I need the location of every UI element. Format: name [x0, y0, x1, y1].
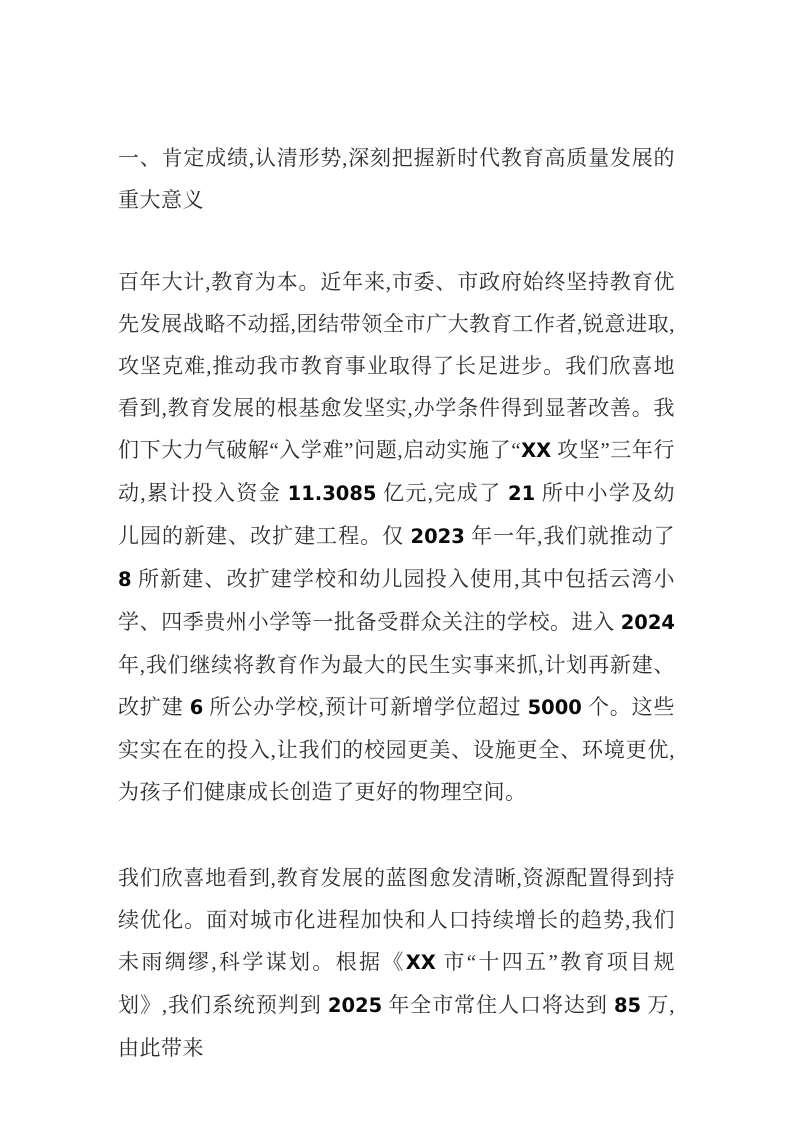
paragraph [118, 857, 675, 1069]
numeric-text-run: 6 [189, 696, 204, 719]
numeric-text-run: 11.3085 [287, 482, 377, 505]
cjk-text-run: 个。这些实实在在的投入,让我们的校园更美、设施更全、环境更优,为孩子们健康成长创造了更好的物理空间。 [118, 695, 676, 804]
cjk-text-run: 所公办学校,预计可新增学位超过 [203, 695, 528, 719]
cjk-text-run: 年一年,我们就推动了 [464, 524, 676, 548]
cjk-text-run: 年,我们继续将教育作为最大的民生实事来抓,计划再新建、改扩建 [118, 653, 675, 719]
numeric-text-run: 85 [613, 994, 642, 1017]
numeric-text-run: XX [405, 951, 436, 974]
cjk-text-run: 我们欣喜地看到,教育发展的蓝图愈发清晰,资源配置得到持续优化。面对城市化进程加快和人口持续增长的趋势,我们未雨绸缪,科学谋划。根据《 [118, 866, 675, 974]
cjk-text-run: 亿元,完成了 [376, 481, 509, 505]
document-body [118, 261, 675, 1069]
cjk-text-run: 百年大计,教育为本。近年来,市委、市政府始终坚持教育优先发展战略不动摇,团结带领全市广大教育工作者,锐意进取,攻坚克难,推动我市教育事业取得了长足进步。我们欣喜地看到,教育发展的根基愈发坚实,办学条件得到显著改善。我们下大力气破解“入学难”问题,启动实施了“ [118, 270, 675, 462]
cjk-text-run: 年全市常住人口将达到 [382, 993, 614, 1017]
numeric-text-run: XX [521, 439, 552, 462]
paragraph [118, 261, 675, 813]
numeric-text-run: 2024 [620, 611, 675, 634]
cjk-text-run: 攻坚”三年行动,累计投入资金 [118, 438, 675, 505]
numeric-text-run: 2023 [410, 525, 465, 548]
cjk-text-run: 市“十四五”教育项目规划》,我们系统预判到 [118, 950, 675, 1017]
numeric-text-run: 5000 [527, 696, 582, 719]
cjk-text-run: 万,由此带来 [118, 993, 676, 1060]
numeric-text-run: 21 [508, 482, 536, 505]
numeric-text-run: 2025 [327, 994, 383, 1017]
section-heading: 一、肯定成绩,认清形势,深刻把握新时代教育高质量发展的重大意义 [118, 146, 675, 212]
cjk-text-run: 所中小学及幼儿园的新建、改扩建工程。仅 [118, 481, 676, 548]
numeric-text-run: 8 [118, 568, 132, 591]
cjk-text-run: 所新建、改扩建学校和幼儿园投入使用,其中包括云湾小学、四季贵州小学等一批备受群众关注的学校。进入 [118, 567, 675, 634]
